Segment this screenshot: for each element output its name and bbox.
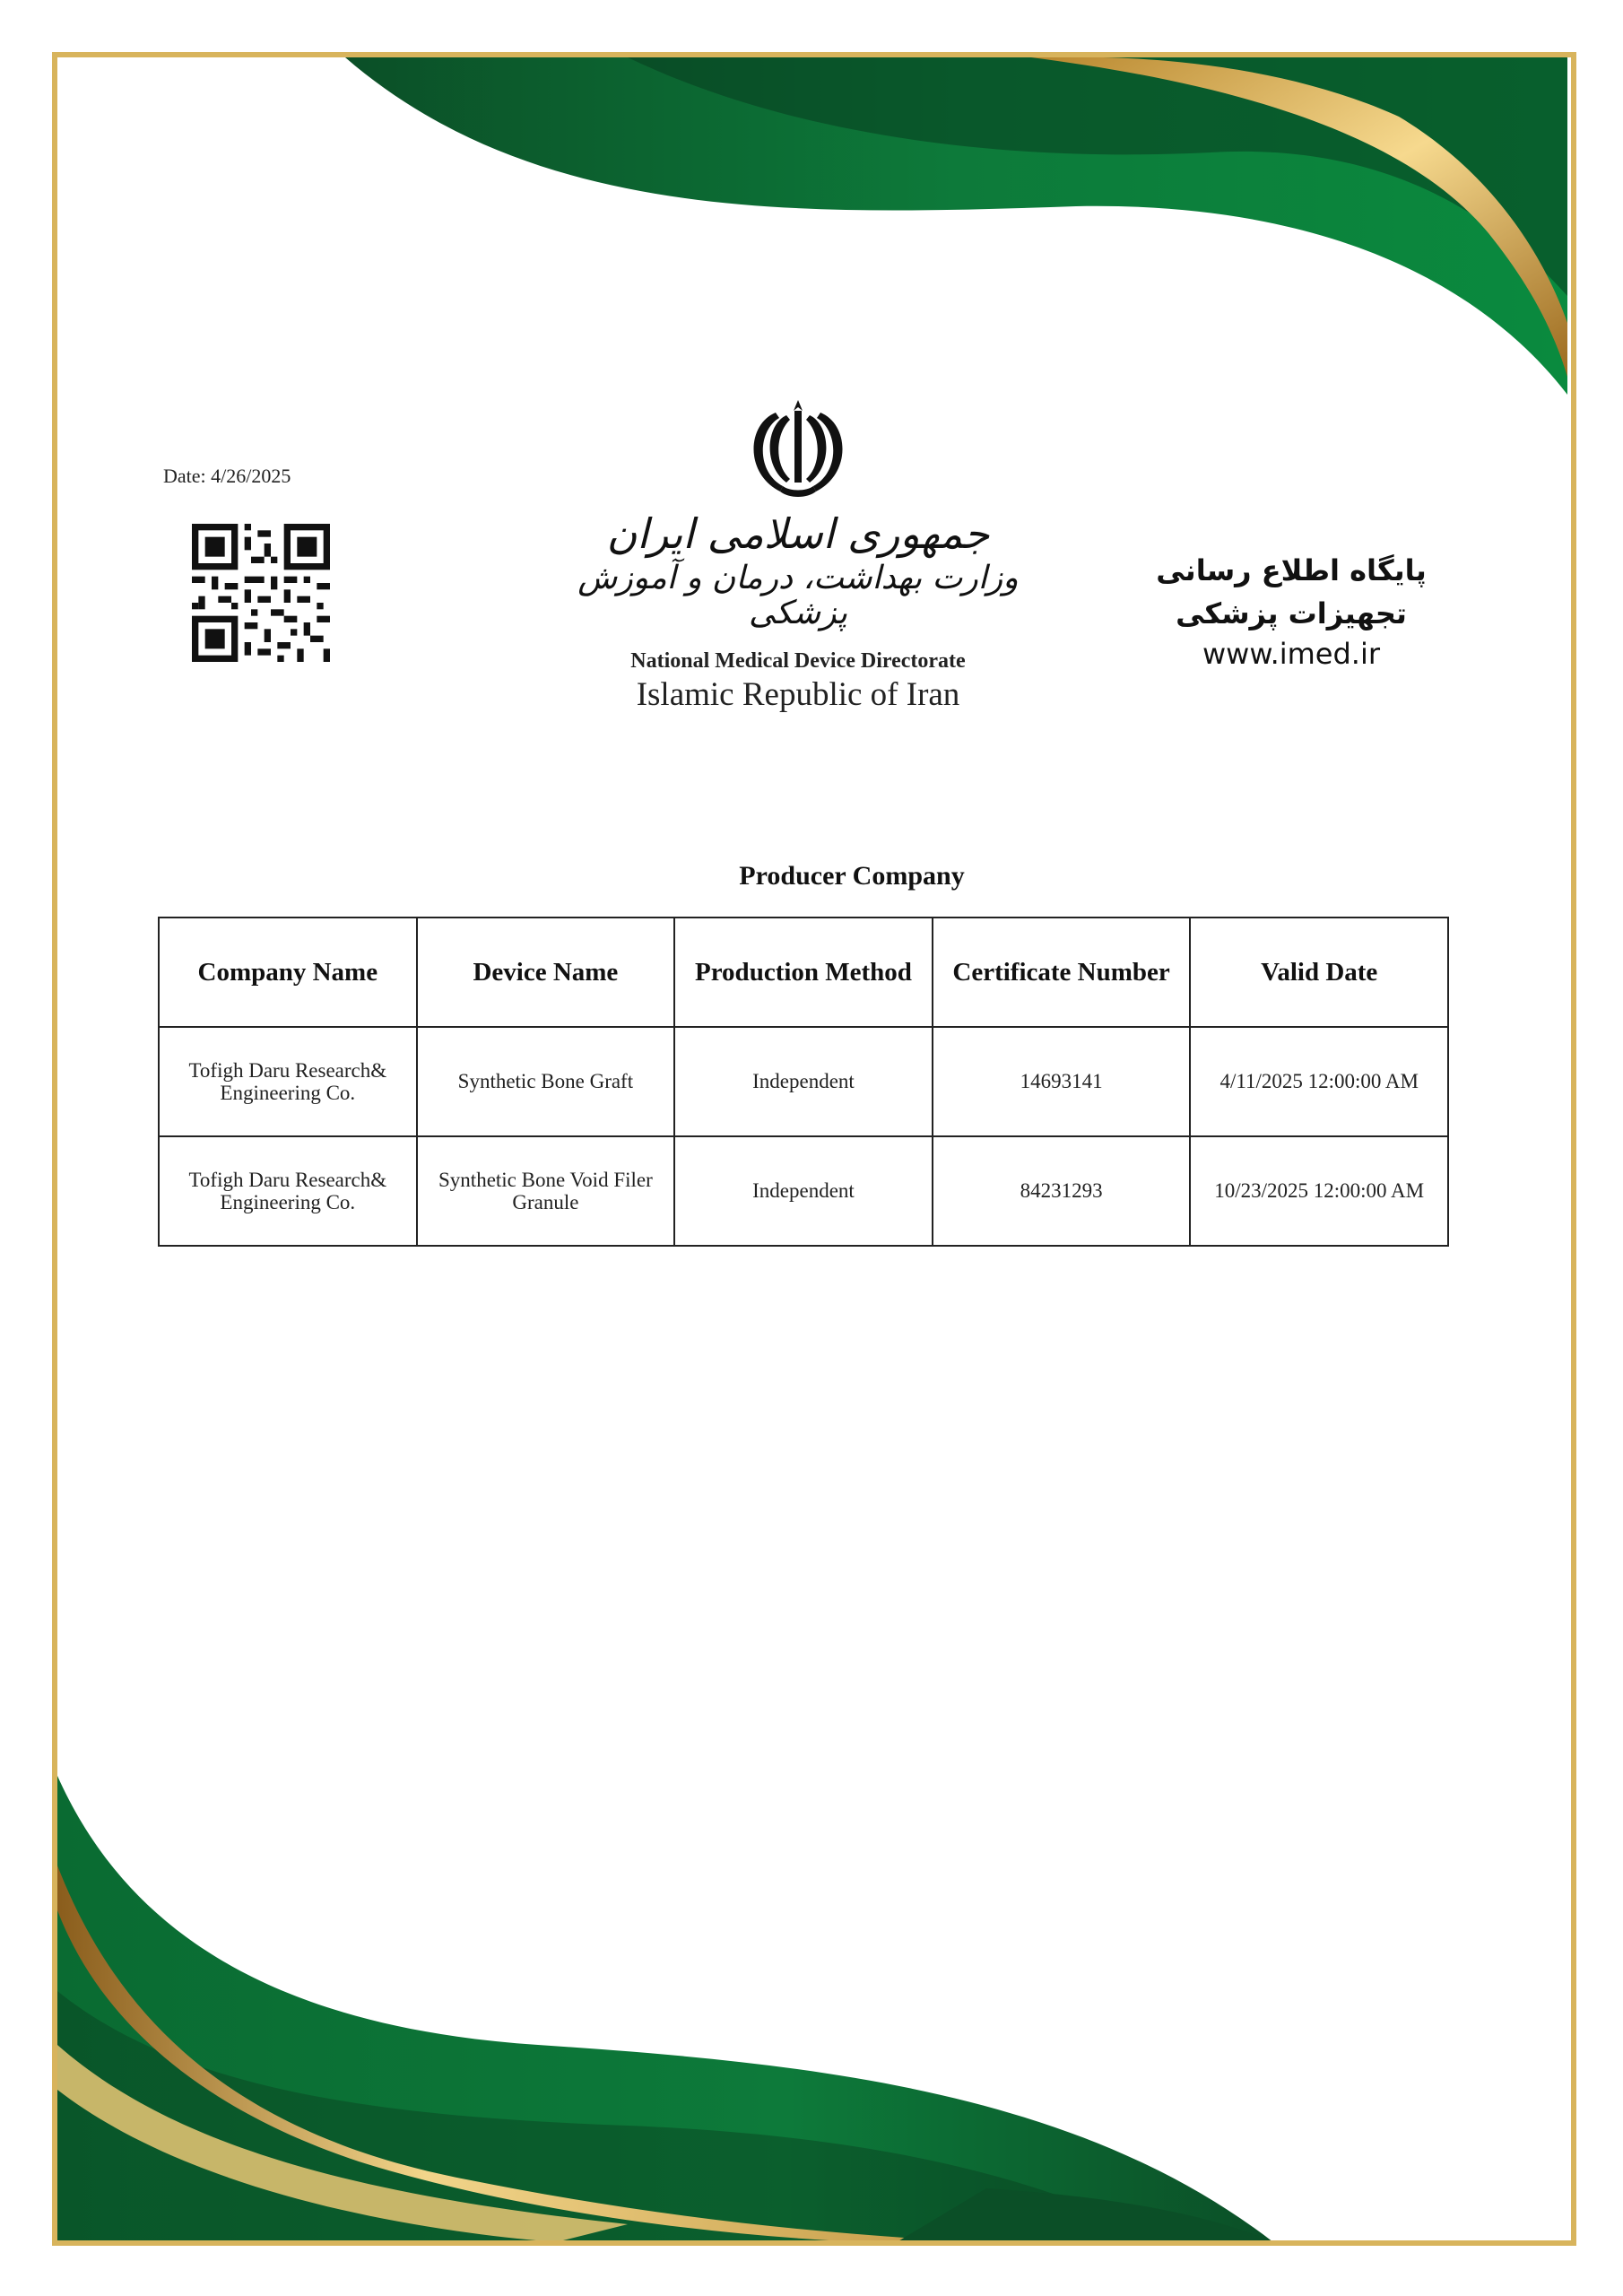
certificates-table xyxy=(158,917,1449,1247)
cell-valid-date: 10/23/2025 12:00:00 AM xyxy=(1190,1136,1448,1246)
country-name: Islamic Republic of Iran xyxy=(636,675,960,713)
iran-emblem-icon xyxy=(731,393,865,509)
column-header-method: Production Method xyxy=(674,918,933,1027)
imed-website-link[interactable]: www.imed.ir xyxy=(1202,637,1381,671)
column-header-valid-date: Valid Date xyxy=(1190,918,1448,1027)
column-header-company: Company Name xyxy=(159,918,417,1027)
column-header-certificate: Certificate Number xyxy=(933,918,1191,1027)
cell-production-method: Independent xyxy=(674,1136,933,1246)
persian-ministry-title: وزارت بهداشت، درمان و آموزش پزشکی xyxy=(577,559,1019,632)
cell-certificate-number: 84231293 xyxy=(933,1136,1191,1246)
cell-company-name: Tofigh Daru Research& Engineering Co. xyxy=(159,1136,417,1246)
qr-code-icon[interactable] xyxy=(192,524,330,662)
directorate-name: National Medical Device Directorate xyxy=(630,648,966,673)
cell-device-name: Synthetic Bone Graft xyxy=(417,1027,675,1136)
imed-info xyxy=(1148,549,1435,671)
table-row xyxy=(159,1136,1448,1246)
issue-date: Date: 4/26/2025 xyxy=(163,465,291,487)
table-row xyxy=(159,1027,1448,1136)
table-header-row xyxy=(159,918,1448,1027)
section-title: Producer Company xyxy=(739,861,965,891)
imed-persian-line-1: پایگاه اطلاع رسانی xyxy=(1156,553,1427,587)
cell-production-method: Independent xyxy=(674,1027,933,1136)
cell-certificate-number: 14693141 xyxy=(933,1027,1191,1136)
ministry-header xyxy=(574,393,1022,714)
column-header-device: Device Name xyxy=(417,918,675,1027)
persian-country-title: جمهوری اسلامی ایران xyxy=(606,509,990,558)
cell-valid-date: 4/11/2025 12:00:00 AM xyxy=(1190,1027,1448,1136)
cell-device-name: Synthetic Bone Void Filer Granule xyxy=(417,1136,675,1246)
cell-company-name: Tofigh Daru Research& Engineering Co. xyxy=(159,1027,417,1136)
imed-persian-line-2: تجهیزات پزشکی xyxy=(1176,596,1407,631)
